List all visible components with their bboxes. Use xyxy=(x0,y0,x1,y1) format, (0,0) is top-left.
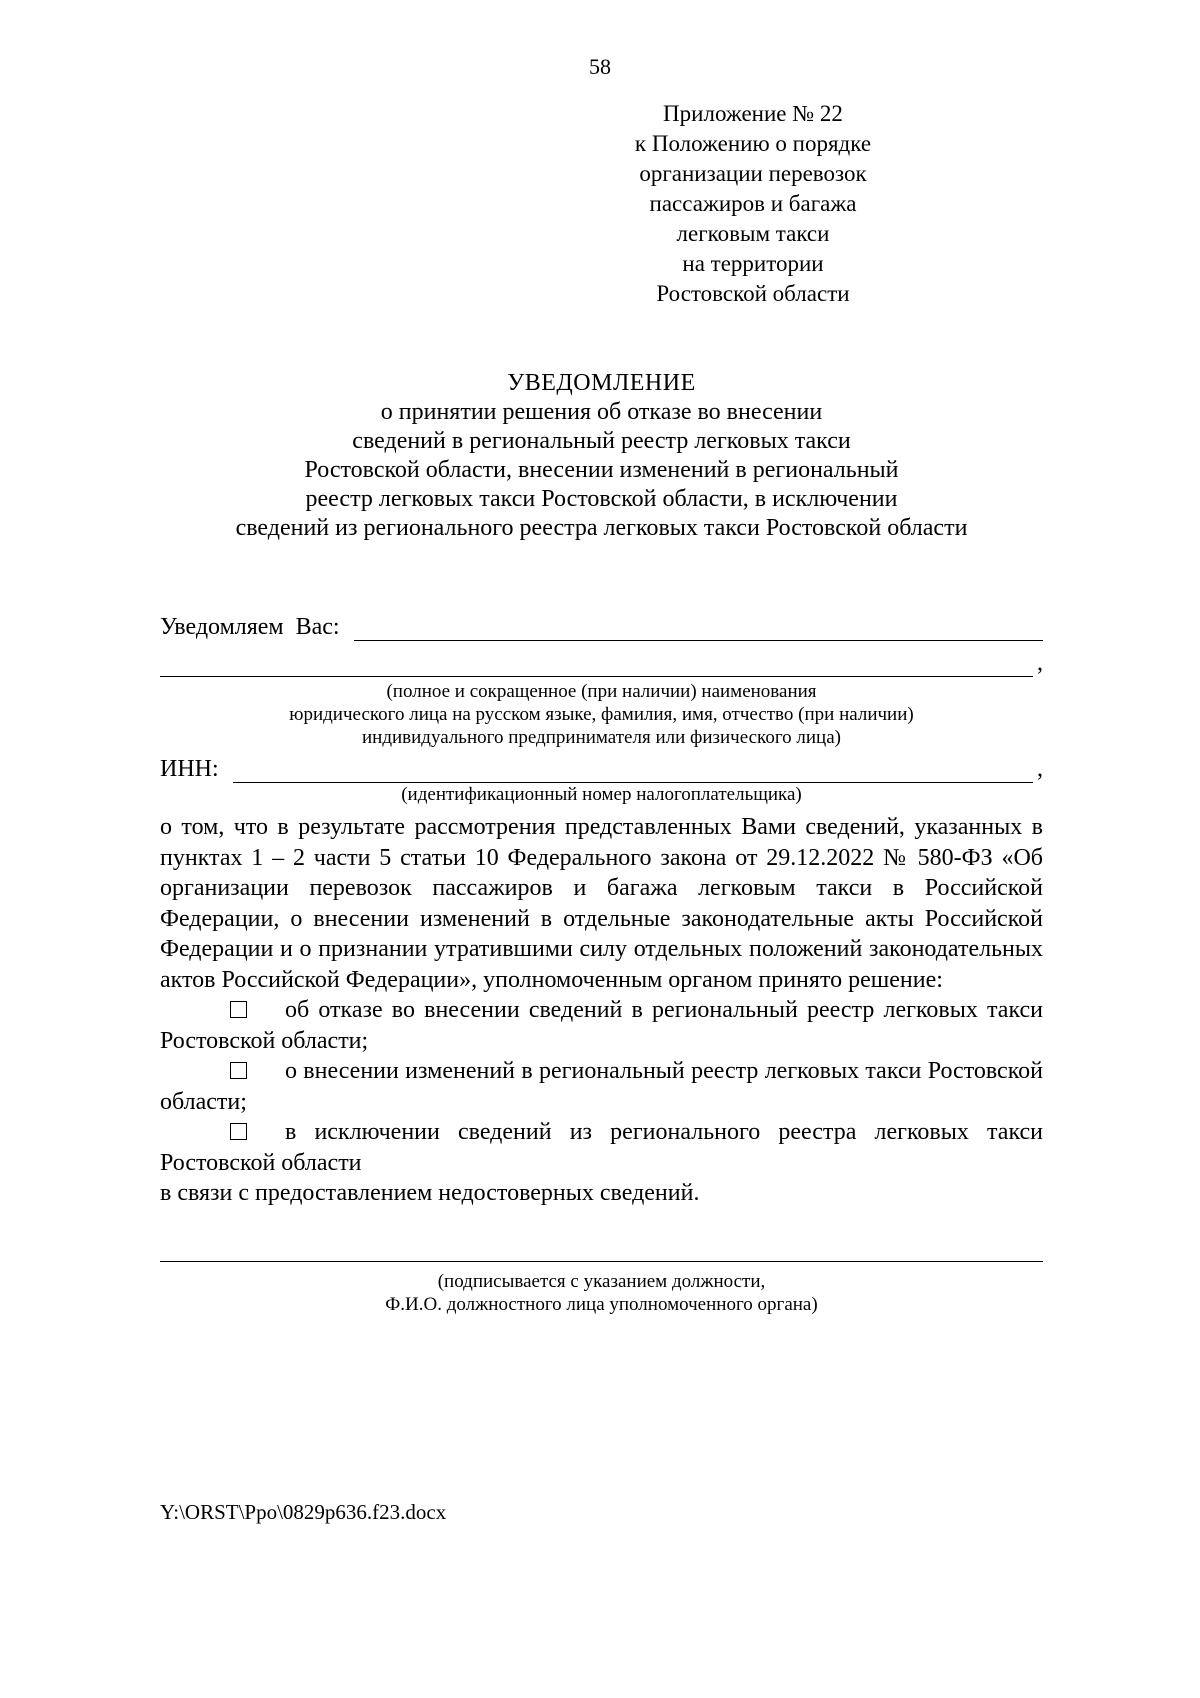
appendix-line: к Положению о порядке xyxy=(634,131,872,156)
document-content xyxy=(0,99,1200,1316)
title-subtitle-line: реестр легковых такси Ростовской области, в исключении xyxy=(305,486,898,512)
signature-caption-block xyxy=(160,1270,1043,1316)
inn-field-line[interactable] xyxy=(233,755,1033,783)
appendix-line: на территории xyxy=(682,251,824,276)
checkbox-item-label: о внесении изменений в региональный реестр легковых такси Ростовской области; xyxy=(160,1058,1043,1115)
trailing-comma: , xyxy=(1037,756,1043,782)
checkbox-refuse[interactable] xyxy=(230,1001,247,1018)
checkbox-item-refuse xyxy=(160,995,1043,1056)
checkbox-item-exclude xyxy=(160,1117,1043,1178)
closing-line: в связи с предоставлением недостоверных сведений. xyxy=(160,1180,700,1206)
appendix-line: Ростовской области xyxy=(656,281,850,306)
signature-caption-line: (подписывается с указанием должности, xyxy=(437,1270,766,1292)
name-caption-line: юридического лица на русском языке, фамилия, имя, отчество (при наличии) xyxy=(289,704,914,725)
appendix-line: Приложение № 22 xyxy=(663,101,843,126)
title-block xyxy=(160,369,1043,543)
appendix-block xyxy=(603,99,903,309)
name-field-line-1[interactable] xyxy=(354,613,1043,641)
name-caption-line: (полное и сокращенное (при наличии) наименования xyxy=(386,681,817,702)
appendix-line: легковым такси xyxy=(676,221,830,246)
main-paragraph: о том, что в результате рассмотрения представленных Вами сведений, указанных в пунктах 1 – 2 части 5 статьи 10 Федерального закона от 29.12.2022 № 580-ФЗ «Об организации перевозок пассажиров и багажа легковым такси в Российской Федерации, о внесении изменений в отдельные законодательные акты Российской Федерации и о признании утратившими силу отдельных положений законодательных актов Российской Федерации», уполномоченным органом принято решение: xyxy=(160,814,1043,993)
name-field-row-2 xyxy=(160,649,1043,677)
checkbox-exclude[interactable] xyxy=(230,1123,247,1140)
signature-caption-line: Ф.И.О. должностного лица уполномоченного органа) xyxy=(385,1293,818,1315)
inn-row xyxy=(160,755,1043,783)
trailing-comma: , xyxy=(1037,650,1043,676)
title-subtitle-line: сведений из регионального реестра легковых такси Ростовской области xyxy=(235,515,968,541)
checkbox-item-amend xyxy=(160,1056,1043,1117)
page-number: 58 xyxy=(589,54,611,79)
name-caption-block xyxy=(160,680,1043,749)
checkbox-amend[interactable] xyxy=(230,1062,247,1079)
title-subtitle-line: о принятии решения об отказе во внесении xyxy=(380,399,823,425)
checkbox-item-label: в исключении сведений из регионального реестра легковых такси Ростовской области xyxy=(160,1119,1043,1176)
document-title: УВЕДОМЛЕНИЕ xyxy=(507,370,696,396)
name-caption-line: индивидуального предпринимателя или физического лица) xyxy=(362,727,841,748)
name-field-line-2[interactable] xyxy=(160,649,1033,677)
document-file-path: Y:\ORST\Ppo\0829p636.f23.docx xyxy=(160,1500,447,1524)
signature-field-line[interactable] xyxy=(160,1261,1043,1262)
title-subtitle-line: Ростовской области, внесении изменений в региональный xyxy=(304,457,899,483)
inn-caption: (идентификационный номер налогоплательщика) xyxy=(401,784,802,805)
appendix-line: организации перевозок xyxy=(639,161,867,186)
checkbox-item-label: об отказе во внесении сведений в региональный реестр легковых такси Ростовской области; xyxy=(160,997,1043,1054)
title-subtitle-line: сведений в региональный реестр легковых такси xyxy=(352,428,851,454)
notify-label: Уведомляем Вас: xyxy=(160,614,340,640)
inn-label: ИНН: xyxy=(160,756,219,782)
appendix-line: пассажиров и багажа xyxy=(649,191,857,216)
notify-row xyxy=(160,613,1043,641)
